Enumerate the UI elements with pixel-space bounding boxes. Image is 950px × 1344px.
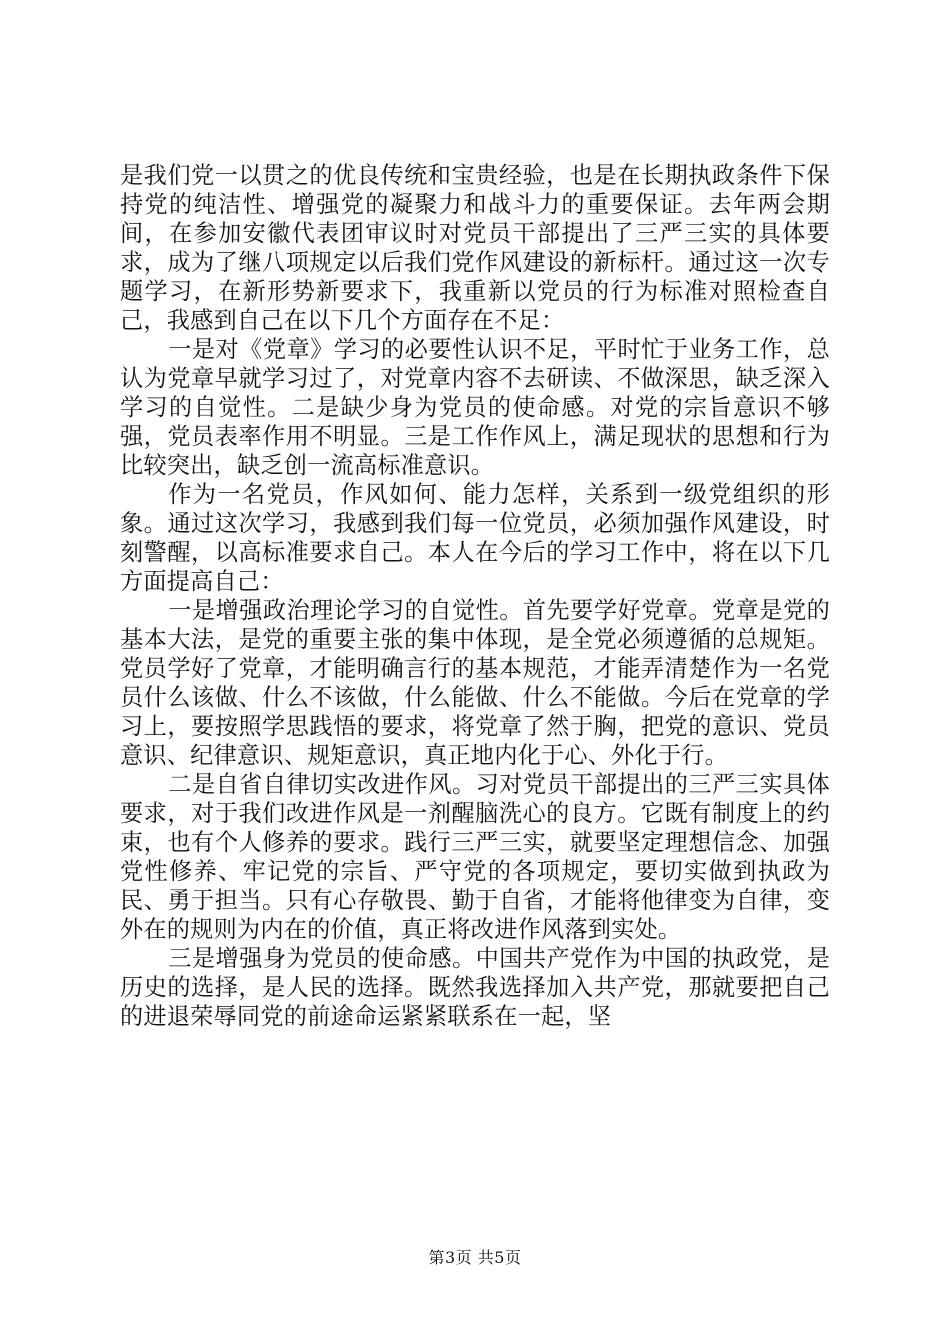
document-body [120,161,830,1031]
page-number-footer: 第3页 共5页 [428,1248,522,1267]
paragraph-point-three: 三是增强身为党员的使命感。中国共产党作为中国的执政党，是历史的选择，是人民的选择。既然我选择加入共产党，那就要把自己的进退荣辱同党的前途命运紧紧联系在一起，坚 [120,945,830,1030]
paragraph-point-one: 一是增强政治理论学习的自觉性。首先要学好党章。党章是党的基本大法，是党的重要主张的集中体现，是全党必须遵循的总规矩。党员学好了党章，才能明确言行的基本规范，才能弄清楚作为一名党员什么该做、什么不该做，什么能做、什么不能做。今后在党章的学习上，要按照学思践悟的要求，将党章了然于胸，把党的意识、党员意识、纪律意识、规矩意识，真正地内化于心、外化于行。 [120,597,830,769]
paragraph-continuation: 是我们党一以贯之的优良传统和宝贵经验，也是在长期执政条件下保持党的纯洁性、增强党的凝聚力和战斗力的重要保证。去年两会期间，在参加安徽代表团审议时对党员干部提出了三严三实的具体要求，成为了继八项规定以后我们党作风建设的新标杆。通过这一次专题学习，在新形势新要求下，我重新以党员的行为标准对照检查自己，我感到自己在以下几个方面存在不足： [120,162,830,334]
paragraph-shortcomings: 一是对《党章》学习的必要性认识不足，平时忙于业务工作，总认为党章早就学习过了，对党章内容不去研读、不做深思，缺乏深入学习的自觉性。二是缺少身为党员的使命感。对党的宗旨意识不够强，党员表率作用不明显。三是工作作风上，满足现状的思想和行为比较突出，缺乏创一流高标准意识。 [120,336,830,479]
paragraph-point-two: 二是自省自律切实改进作风。习对党员干部提出的三严三实具体要求，对于我们改进作风是一剂醒脑洗心的良方。它既有制度上的约束，也有个人修养的要求。践行三严三实，就要坚定理想信念、加强党性修养、牢记党的宗旨、严守党的各项规定，要切实做到执政为民、勇于担当。只有心存敬畏、勤于自省，才能将他律变为自律，变外在的规则为内在的价值，真正将改进作风落到实处。 [120,771,830,943]
paragraph-as-party-member: 作为一名党员，作风如何、能力怎样，关系到一级党组织的形象。通过这次学习，我感到我们每一位党员，必须加强作风建设，时刻警醒，以高标准要求自己。本人在今后的学习工作中，将在以下几方面提高自己： [120,481,830,595]
